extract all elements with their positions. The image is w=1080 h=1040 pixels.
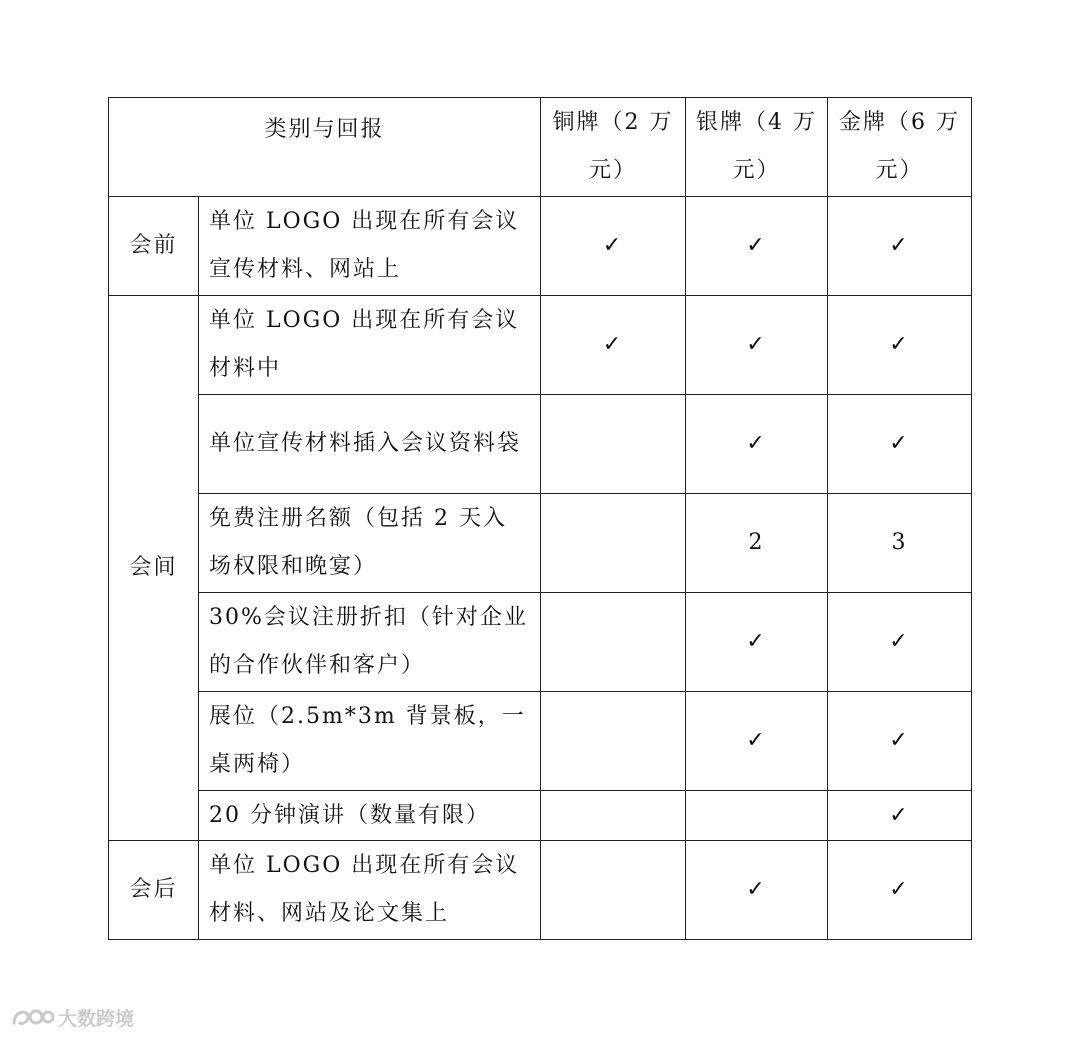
gold-value: ✓ [828, 593, 972, 692]
bronze-tier-header: 铜牌（2 万元） [541, 98, 686, 197]
silver-tier-header: 银牌（4 万元） [686, 98, 828, 197]
silver-value: ✓ [686, 692, 828, 791]
gold-tier-header: 金牌（6 万元） [828, 98, 972, 197]
gold-value: 3 [828, 494, 972, 593]
logo-mark-icon [10, 1005, 54, 1031]
bronze-value [541, 692, 686, 791]
benefit-item: 单位宣传材料插入会议资料袋 [199, 395, 541, 494]
benefit-item: 单位 LOGO 出现在所有会议材料中 [199, 296, 541, 395]
watermark [10, 1004, 134, 1031]
category-header: 类别与回报 [109, 98, 541, 197]
benefit-item: 单位 LOGO 出现在所有会议材料、网站及论文集上 [199, 841, 541, 940]
silver-value: 2 [686, 494, 828, 593]
phase-during-conference: 会间 [109, 296, 199, 841]
bronze-value [541, 791, 686, 841]
benefit-item: 20 分钟演讲（数量有限） [199, 791, 541, 841]
phase-pre-conference: 会前 [109, 197, 199, 296]
silver-value: ✓ [686, 593, 828, 692]
header-row [109, 98, 972, 197]
table-row [109, 296, 972, 395]
benefit-item: 30%会议注册折扣（针对企业的合作伙伴和客户） [199, 593, 541, 692]
bronze-value [541, 841, 686, 940]
bronze-value [541, 593, 686, 692]
silver-value: ✓ [686, 197, 828, 296]
sponsorship-table [108, 97, 972, 940]
silver-value: ✓ [686, 841, 828, 940]
watermark-text: 大数跨境 [58, 1008, 135, 1030]
table-row [109, 395, 972, 494]
table-row [109, 841, 972, 940]
gold-value: ✓ [828, 791, 972, 841]
phase-post-conference: 会后 [109, 841, 199, 940]
silver-value: ✓ [686, 395, 828, 494]
bronze-value: ✓ [541, 197, 686, 296]
benefit-item: 展位（2.5m*3m 背景板，一桌两椅） [199, 692, 541, 791]
gold-value: ✓ [828, 197, 972, 296]
gold-value: ✓ [828, 692, 972, 791]
bronze-value [541, 395, 686, 494]
gold-value: ✓ [828, 395, 972, 494]
benefit-item: 免费注册名额（包括 2 天入场权限和晚宴） [199, 494, 541, 593]
table-row [109, 494, 972, 593]
gold-value: ✓ [828, 296, 972, 395]
benefit-item: 单位 LOGO 出现在所有会议宣传材料、网站上 [199, 197, 541, 296]
silver-value: ✓ [686, 296, 828, 395]
table-row [109, 197, 972, 296]
table-row [109, 593, 972, 692]
table-row [109, 692, 972, 791]
table-row [109, 791, 972, 841]
bronze-value: ✓ [541, 296, 686, 395]
gold-value: ✓ [828, 841, 972, 940]
bronze-value [541, 494, 686, 593]
silver-value [686, 791, 828, 841]
